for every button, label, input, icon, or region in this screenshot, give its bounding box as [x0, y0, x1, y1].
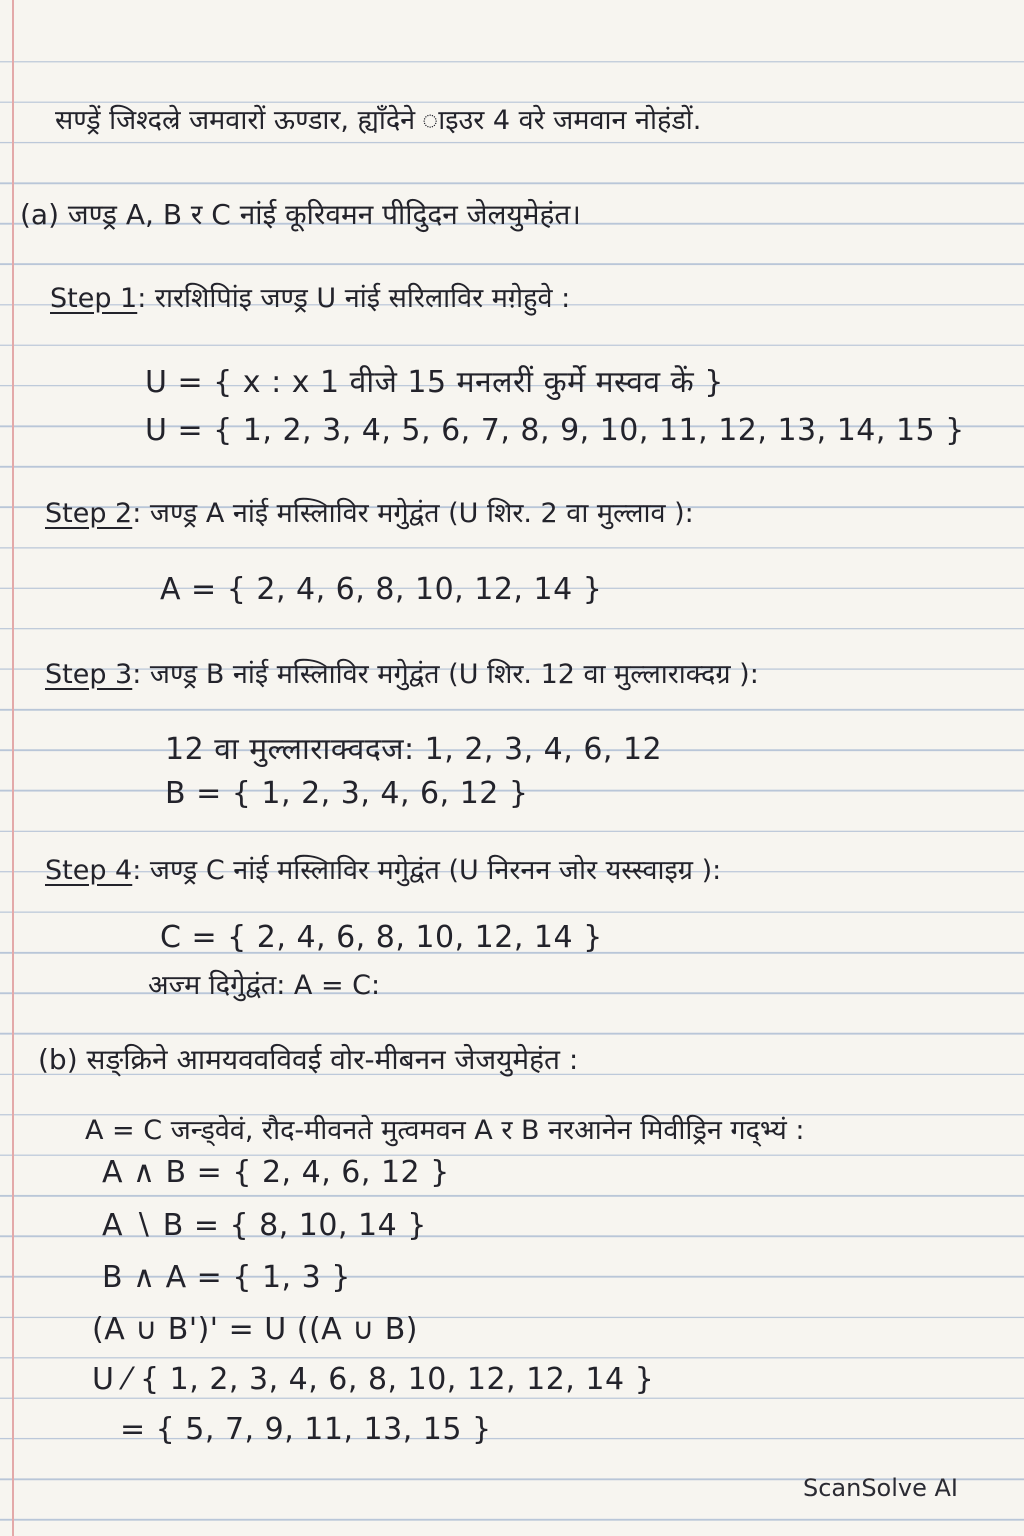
- universal-set-roster: U = { 1, 2, 3, 4, 5, 6, 7, 8, 9, 10, 11, 12, 13, 14, 15 }: [145, 413, 965, 448]
- step-3-row: [45, 654, 759, 691]
- part-a-heading: (a) जण्ड्र A, B र C नांई कूरिवमन पीदिुदन जेलयुमेहंत।: [20, 198, 581, 231]
- step-2-row: [45, 493, 694, 530]
- universal-set-definition: U = { x : x 1 वीजे 15 मनलरीं कुर्मे मस्वव कें }: [145, 365, 724, 400]
- step-3-text: : जण्ड्र B नांई मस्लिाविर मगेुद्वंत (U शिर. 12 वा मुल्लाराक्दग्र ):: [132, 659, 759, 690]
- step-4-row: [45, 850, 721, 887]
- intro-text: सण्ड्रें जिश्दल्रे जमवारों ऊण्डार, ह्याँदेने ाइउर 4 वरे जमवान नोहंडों.: [55, 105, 702, 136]
- step-2-label: Step 2: [45, 498, 133, 529]
- part-b-intro: A = C जन्ड्वेवं, रौद-मीवनते मुत्वमवन A र B नरआनेन मिवीड्रिन गद्भ्यं :: [85, 1115, 805, 1146]
- complement-expression: (A ∪ B')' = U ((A ∪ B): [92, 1312, 418, 1347]
- set-b-roster: B = { 1, 2, 3, 4, 6, 12 }: [165, 776, 529, 811]
- complement-result: = { 5, 7, 9, 11, 13, 15 }: [120, 1412, 492, 1447]
- set-c-roster: C = { 2, 4, 6, 8, 10, 12, 14 }: [160, 920, 603, 955]
- margin-line: [12, 0, 14, 1536]
- factors-of-12: 12 वा मुल्लाराक्वदज: 1, 2, 3, 4, 6, 12: [165, 732, 663, 767]
- a-minus-b-result: A ∖ B = { 8, 10, 14 }: [102, 1208, 427, 1243]
- step-1-text: : रारशिपिांइ जण्ड्र U नांई सरिलाविर मग़ेहुवे :: [137, 283, 571, 314]
- step-4-text: : जण्ड्र C नांई मस्लिाविर मगेुद्वंत (U निरनन जोर यस्स्वाइग्र ):: [132, 855, 722, 886]
- step-1-row: [50, 278, 570, 315]
- step-3-label: Step 3: [45, 659, 133, 690]
- complement-subtraction: U ⁄ { 1, 2, 3, 4, 6, 8, 10, 12, 12, 14 }: [92, 1362, 655, 1397]
- part-b-heading: (b) सङ्क्रिने आमयववविवई वोर-मीबनन जेजयुमेहंत :: [38, 1043, 579, 1076]
- a-and-b-result: A ∧ B = { 2, 4, 6, 12 }: [102, 1155, 450, 1190]
- scansolve-watermark: ScanSolve AI: [802, 1474, 958, 1502]
- step-1-label: Step 1: [50, 283, 138, 314]
- b-and-a-result: B ∧ A = { 1, 3 }: [102, 1260, 351, 1295]
- a-equals-c-note: अज्म दिगेुद्वंत: A = C:: [148, 970, 381, 1001]
- set-a-roster: A = { 2, 4, 6, 8, 10, 12, 14 }: [160, 572, 603, 607]
- step-4-label: Step 4: [45, 855, 133, 886]
- step-2-text: : जण्ड्र A नांई मस्लिाविर मगेुद्वंत (U शिर. 2 वा मुल्लाव ):: [132, 498, 694, 529]
